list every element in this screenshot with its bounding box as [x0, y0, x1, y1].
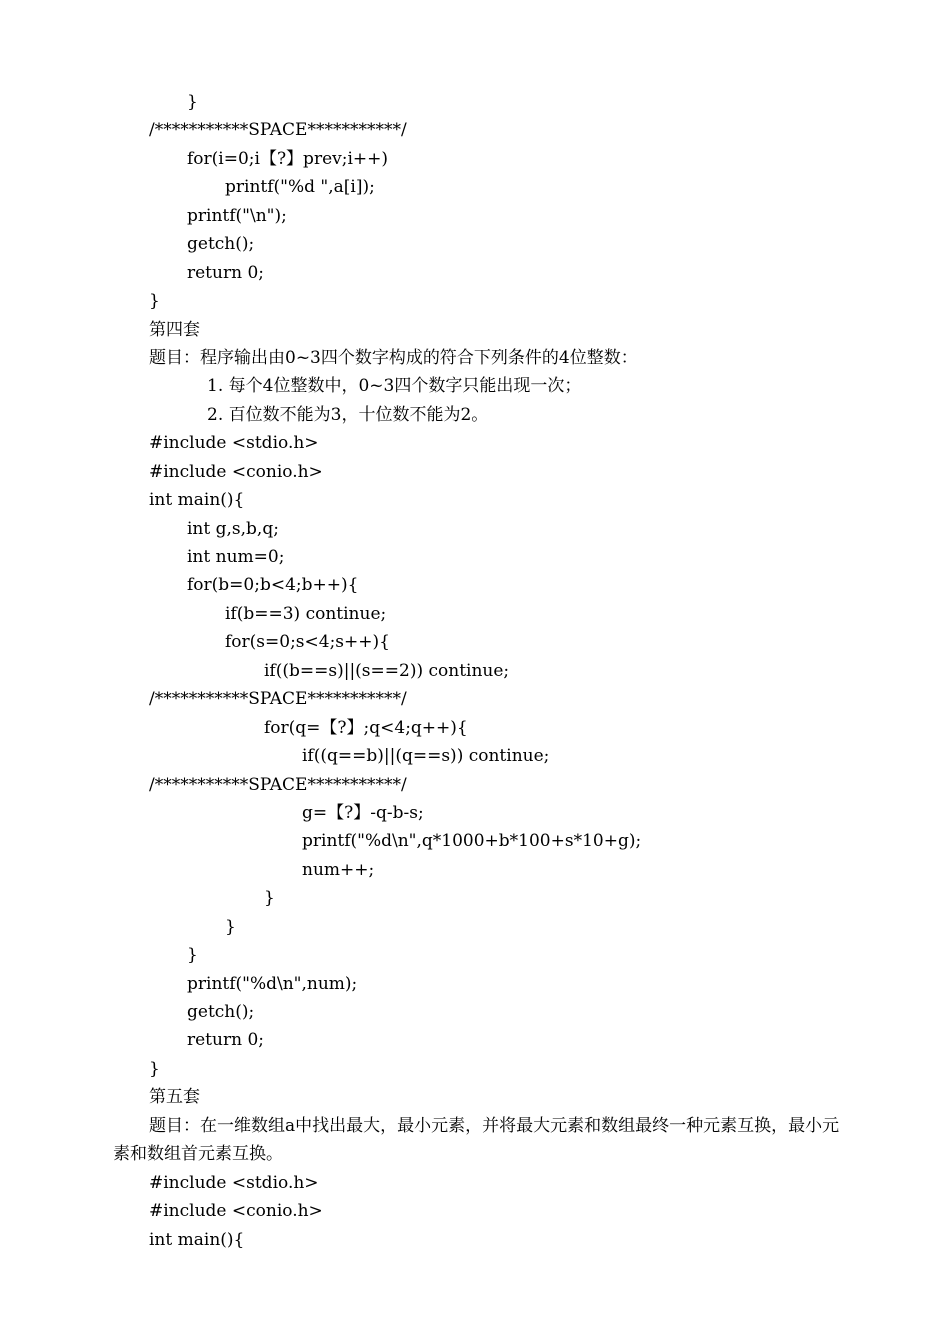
code-line: if((b==s)||(s==2)) continue;: [264, 660, 510, 681]
code-line: num++;: [302, 859, 375, 880]
code-line: for(q=【?】;q<4;q++){: [264, 717, 468, 738]
code-line: for(i=0;i【?】prev;i++): [187, 148, 389, 169]
code-line: for(s=0;s<4;s++){: [225, 632, 390, 653]
code-line: if((q==b)||(q==s)) continue;: [302, 746, 550, 767]
code-line: printf("%d\n",num);: [187, 973, 358, 994]
code-line: getch();: [187, 1002, 255, 1022]
code-line: return 0;: [187, 262, 264, 283]
section-heading: 第五套: [149, 1087, 200, 1108]
code-line: }: [264, 888, 275, 909]
code-line: g=【?】-q-b-s;: [302, 802, 424, 823]
code-line: }: [225, 916, 236, 937]
code-line: int main(){: [149, 490, 245, 511]
code-line: getch();: [187, 234, 255, 255]
section-heading: 第四套: [149, 319, 200, 340]
code-line: printf("%d ",a[i]);: [225, 177, 375, 198]
code-line: if(b==3) continue;: [225, 603, 387, 624]
condition-item: 1. 每个4位整数中，0~3四个数字只能出现一次；: [207, 376, 582, 397]
space-marker: /***********SPACE***********/: [149, 689, 407, 710]
code-line: }: [149, 1058, 160, 1079]
code-line: printf("\n");: [187, 205, 287, 226]
space-marker: /***********SPACE***********/: [149, 774, 407, 795]
code-line: return 0;: [187, 1030, 264, 1051]
code-line: #include <conio.h>: [149, 1201, 323, 1222]
code-line: int g,s,b,q;: [187, 518, 279, 539]
space-marker: /***********SPACE***********/: [149, 120, 407, 141]
code-line: }: [187, 945, 198, 966]
code-line: #include <stdio.h>: [149, 1172, 319, 1193]
question-text: 题目：程序输出由0~3四个数字构成的符合下列条件的4位整数：: [149, 347, 638, 368]
code-line: printf("%d\n",q*1000+b*100+s*10+g);: [302, 831, 642, 852]
code-line: int num=0;: [187, 547, 285, 567]
document-page: [0, 88, 950, 1254]
code-line: }: [149, 291, 160, 312]
condition-item: 2. 百位数不能为3，十位数不能为2。: [207, 404, 489, 425]
question-text: 题目：在一维数组a中找出最大，最小元素，并将最大元素和数组最终一种元素互换，最小元素和数组首元素互换。: [113, 1115, 840, 1165]
code-line: }: [187, 92, 198, 112]
code-line: #include <stdio.h>: [149, 433, 319, 454]
code-line: int main(){: [149, 1229, 245, 1250]
code-line: for(b=0;b<4;b++){: [187, 575, 359, 596]
code-line: #include <conio.h>: [149, 461, 323, 482]
